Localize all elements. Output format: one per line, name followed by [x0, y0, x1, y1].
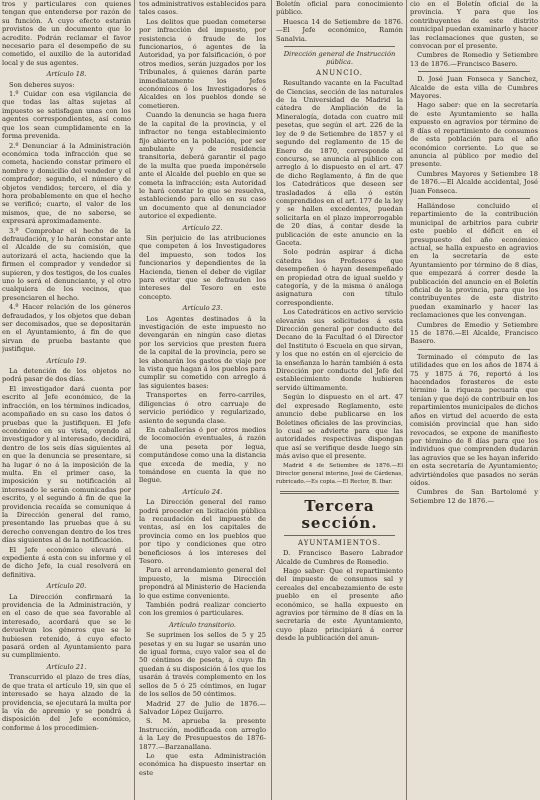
section-divider — [418, 71, 530, 72]
paragraph: Se suprimen los sellos de 5 y 25 pesetas y en su lugar se usarán uno de igual forma, cuyo valor sea el de 50 céntimos de peseta, á cuyo fin quedan á su disposición á los que los usarán á través complemento en los sellos de 5 ó 25 céntimos, en lugar de los sellos de 50 céntimos. — [139, 631, 266, 699]
article-heading: Artículo 21. — [46, 662, 87, 671]
paragraph: 4.º Hacer relación de los géneros defraudados, y los objetos que deban ser decomisados, que se depositarán en el Ayuntamiento, á fin de que sirvan de prueba bastante que justifique. — [2, 303, 131, 354]
paragraph: Transcurrido el plazo de tres días, de que trata el artículo 19, sin que el interesado se haya alzado de la providencia, se ejecutará la multa por la vía de apremio y se pondrá á disposición del Jefe económico, conforme á los procedimien- — [2, 673, 131, 732]
paragraph: Cuando la denuncia se haga fuera de la capital de la provincia, y el infractor no tenga establecimiento fijo abierto en la población, por ser ambulante y de residencia transitoria, deberá garantir el pago de la multa que pueda imponérsele ante el Alcalde del pueblo en que se cometa la infracción; esta Autoridad le hará constar lo que se resuelva, estableciendo para ello en su caso un documento que al denunciador autorice el expediente. — [139, 111, 266, 221]
paragraph: Los Catedráticos en activo servicio elevarán sus solicitudes á esta Dirección general por conducto del Decano de la Facultad ó el Director del Instituto ó Escuela en que sirvan, y los que no estén en el ejercicio de la enseñanza lo harán también á esta Dirección por conducto del Jefe del establecimiento donde hubieren servido últimamente. — [276, 308, 403, 392]
signature-line: Cumbres de San Bartolomé y Setiembre 12 de 1876.— — [410, 488, 538, 505]
paragraph: 1.º Cuidar con esa vigilancia de que todas las altas sujetas al impuesto se satisfagan unas con los agentes correspondientes, así como que los sean cumplidamente en la forma prevenida. — [2, 90, 131, 141]
column-rule — [406, 0, 407, 800]
paragraph: Los delitos que puedan cometerse por infracción del impuesto, por resistencia ó fraude de los funcionarios, ó agentes de la Autoridad, ya por falsificación, ó por otros medios, serán juzgados por los Tribunales, á quienes darán parte inmediatamente los Jefes económicos ó los Investigadores ó Alcaldes en los pueblos donde se cometieren. — [139, 17, 266, 110]
paragraph: Hago saber: que en la secretaría de este Ayuntamiento se halla expuesto en agravios por término de 8 días el repartimiento de consumos de esta población para el año económico corriente. Lo que se anuncia al público por medio del presente. — [410, 101, 538, 169]
subsection-heading: AYUNTAMIENTOS. — [297, 538, 382, 547]
paragraph: D. Francisco Basero Labrador Alcalde de Cumbres de Romedio. — [276, 549, 403, 566]
article-heading: Artículo 20. — [46, 582, 87, 591]
section-divider — [418, 198, 530, 199]
section-divider — [284, 535, 395, 536]
paragraph: El Jefe económico elevará el expediente á esta con su informe y el de dicho Jefe, la cual resolverá en definitiva. — [2, 545, 131, 579]
section-divider — [418, 349, 530, 350]
paragraph: También podrá realizar concierto con los gremios ó particulares. — [139, 601, 266, 618]
paragraph: Según lo dispuesto en el art. 47 del expresado Reglamento, este anuncio debe publicarse en los Boletines oficiales de las provincias, lo cual se advierte para que las autoridades respectivas dispongan que así se verifique desde luego sin más aviso que el presente. — [276, 393, 403, 461]
signature-line: Cumbres de Emedio y Setiembre 15 de 1876.—El Alcalde, Francisco Basero. — [410, 320, 538, 346]
paragraph: Para el arrendamiento general del impuesto, la misma Dirección propondrá al Ministerio de Hacienda lo que estime conveniente. — [139, 566, 266, 600]
paragraph: Hago saber: Que el repartimiento del impuesto de consumos sal y cereales del encabezamiento de este pueblo en el presente año económico, se halla expuesto en agravios por término de 8 días en la secretaría de este Ayuntamiento, cuyo plazo principiará á correr desde la publicación del anun- — [276, 566, 403, 643]
section-divider — [284, 46, 395, 47]
date-line: Huesca 14 de Setiembre de 1876.—El Jefe económico, Ramón Sanalvia. — [276, 17, 403, 43]
paragraph: Boletín oficial para conocimiento público. — [276, 0, 403, 17]
article-heading: Artículo transitorio. — [168, 620, 237, 629]
paragraph: El investigador dará cuenta por escrito al Jefe económico, de la infracción, en los términos indicados, acompañado en su caso los datos ó pruebas que la justifiquen. El Jefe económico en su vista, oyendo al investigador y al interesado, decidirá, dentro de los seis días siguientes al en que la denuncia se presentare, si ha lugar ó no á la imposición de la multa. En el primer caso, la imposición y su notificación al interesado le serán comunicadas por escrito, y el segundo á fin de que la providencia recaída se comunique á la Dirección general del ramo, presentando las pruebas que á su derecho convengan dentro de los tres días siguientes al de la notificación. — [2, 384, 131, 545]
paragraph: Transportes en ferro-carriles, diligencias ó otro carruaje de servicio periódico y regularizado, asiento de segunda clase. — [139, 391, 266, 425]
signature-line: Cumbres de Romedio y Setiembre 13 de 1876.—Francisco Basero. — [410, 51, 538, 68]
article-heading: Artículo 18. — [46, 70, 87, 79]
paragraph: Los Agentes destinados á la investigación de este impuesto no devengarán en ningún caso dietas por los servicios que presten fuera de la capital de la provincia, pero se les abonarán los gastos de viaje por la vista que hagan á los pueblos para cumplir su cometido con arreglo á las siguientes bases: — [139, 314, 266, 390]
section-divider — [280, 491, 399, 494]
paragraph: tros y particulares con quienes tengan que entenderse por razón de su función. A cuyo efecto estarán provistos de un documento que lo acredite. Podrán reclamar el favor necesario para el desempeño de su cometido, el auxilio de la autoridad local y de sus agentes. — [2, 0, 131, 67]
article-heading: Artículo 24. — [182, 487, 223, 496]
paragraph: cio en el Boletín oficial de la provincia. Y para que los contribuyentes de este distrito municipal puedan examinarlo y hacer las reclamaciones que gusten, se convocan por el presente. — [410, 0, 538, 51]
column-rule — [134, 0, 135, 800]
paragraph: Sin perjuicio de las atribuciones que competen á los Investigadores del impuesto, son todos los funcionarios y dependientes de la Hacienda, tienen el deber de vigilar para evitar que se defrauden los intereses del Tesoro en este concepto. — [139, 233, 266, 301]
date-line: Madrid 4 de Setiembre de 1876.—El Director general interino, José de Cárdenas, rubricado.—Es copia.—El Rector, B. Ibar. — [276, 462, 403, 486]
paragraph: La Dirección confirmará la providencia de la Administración, y en el caso de que sea favorable al interesado, acordará que se le devuelvan los géneros que se le hubiesen retenido, á cuyo efecto pasará orden al Ayuntamiento para su cumplimiento. — [2, 592, 131, 660]
paragraph: La detención de los objetos no podrá pasar de dos días. — [2, 367, 131, 384]
paragraph: Terminado el cómputo de las utilidades que en los años de 1874 á 75 y 1875 á 76, reportó á los hacendados forasteros de este término la riqueza pecuaria que tenían y que dejó de contribuir en los repartimientos municipales de dichos años en virtud del acuerdo de esta comisión provincial que han sido revocados, se expone de manifiesto por término de 8 días para que los individuos que comprenden dudarán las agravios que se les hayan inferido en esta secretaría de Ayuntamiento; advirtiéndoles que pasados no serán oídos. — [410, 352, 538, 487]
signature-line: Cumbres Mayores y Setiembre 18 de 1876.—El Alcalde accidental, José Juan Fonseca. — [410, 169, 538, 195]
paragraph: En caballerías ó por otros medios de locomoción eventuales, á razón de una peseta por legua, computándose como una la distancia que exceda de media, y no tomándose en cuenta la que no llegue. — [139, 425, 266, 485]
paragraph: D. José Juan Fonseca y Sanchez, Alcalde de esta villa de Cumbres Mayores. — [410, 75, 538, 101]
date-line: Madrid 27 de Julio de 1876.—Salvador López Guijarro. — [139, 699, 266, 716]
notice-heading: ANUNCIO. — [316, 68, 363, 77]
article-heading: Artículo 19. — [46, 356, 87, 365]
paragraph: Hallándose concluido el repartimiento de la contribución municipal de arbitrios para cubrir este pueblo el déficit en el presupuesto del año económico actual, se halla expuesto en agravios en la secretaría de este Ayuntamiento por término de 8 días, que empezará á correr desde la publicación del anuncio en el Boletín oficial de la provincia, para que los contribuyentes de este distrito puedan examinarlo y hacer las reclamaciones que les convengan. — [410, 201, 538, 320]
paragraph: Lo que esta Administración económica ha dispuesto insertar en este — [139, 751, 266, 777]
paragraph: 3.º Comprobar el hecho de la defraudación, y lo harán constar ante el Alcalde de su comisión, que autorizará el acta, haciendo que la firmen el comprador y vendedor si supieren, y dos testigos, de los cuales uno lo será el denunciante, y el otro cualquiera de los vecinos, que presenciaren el hecho. — [2, 226, 131, 302]
article-heading: Artículo 23. — [182, 304, 223, 313]
paragraph: La Dirección general del ramo podrá proceder en licitación pública la recaudación del impuesto de ventas, así en los capitales de provincia como en los pueblos que por tipo y condiciones que otro beneficiosos á los intereses del Tesoro. — [139, 498, 266, 565]
paragraph: 2.º Denunciar á la Administración económica toda infracción que se cometa, haciendo constar primero el nombre y domicilio del vendedor y el comprador; segundo, el número de objetos vendidos; tercero, el día y hora probablemente en que el hecho se verificó; cuarto, el valor de los mismos, que, de no saberse, se expresará aproximadamente. — [2, 141, 131, 226]
paragraph: S. M. aprueba la presente Instrucción, modificada con arreglo á la Ley de Presupuestos de 1876-1877.—Barzanallana. — [139, 717, 266, 751]
paragraph: Solo podrán aspirar á dicha cátedra los Profesores que desempeñen ó hayan desempeñado en propiedad otra de igual sueldo y categoría, y de la misma ó análoga asignatura con título correspondiente. — [276, 248, 403, 307]
paragraph: Resultando vacante en la Facultad de Ciencias, sección de las naturales de la Universidad de Madrid la cátedra de Ampliación de la Mineralogía, dotada con cuatro mil pesetas, que según el art. 226 de la ley de 9 de Setiembre de 1857 y el segundo del reglamento de 15 de Enero de 1870, corresponde al concurso, se anuncia al público con arreglo á lo dispuesto en el art. 47 de dicho Reglamento, á fin de que los Catedráticos que deseen ser trasladados á ella ó estén comprendidos en el art. 177 de la ley y se hallen excedentes, puedan solicitarla en el plazo improrrogable de 20 días, á contar desde la publicación de este anuncio en la Gaceta. — [276, 79, 403, 247]
article-heading: Artículo 22. — [182, 223, 223, 232]
column-4 — [410, 0, 538, 800]
column-1 — [2, 0, 131, 800]
column-rule — [271, 0, 272, 800]
column-3 — [276, 0, 403, 800]
column-2 — [139, 0, 266, 800]
paragraph: tos administrativos establecidos para tales casos. — [139, 0, 266, 17]
paragraph: Son deberes suyos: — [9, 80, 75, 89]
section-title: Tercera sección. — [301, 496, 378, 532]
section-heading: Dirección general de Instrucción pública. — [283, 50, 396, 67]
